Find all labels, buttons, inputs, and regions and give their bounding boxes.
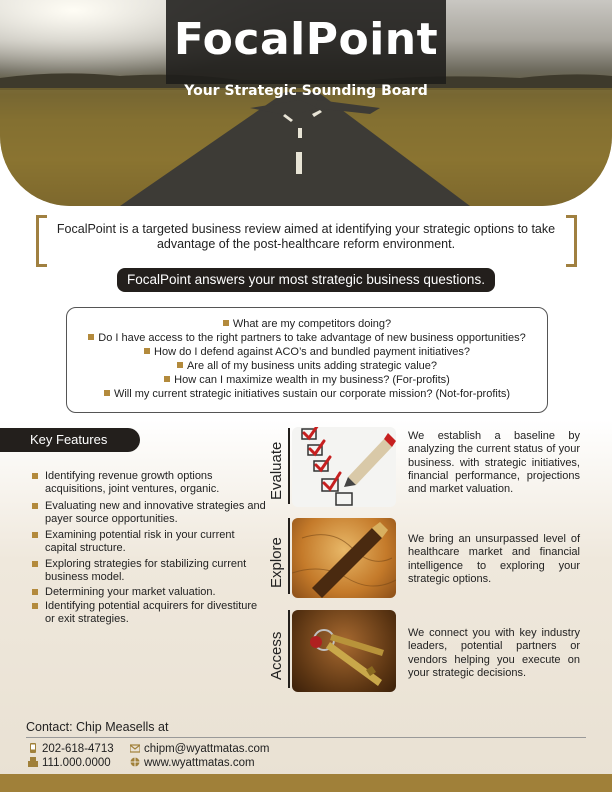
key-features-heading: Key Features — [0, 428, 140, 452]
fax-number: 111.000.0000 — [42, 757, 111, 769]
question-item: Will my current strategic initiatives sustain our corporate mission? (Not-for-profits) — [67, 388, 547, 401]
bullet-square-icon — [32, 589, 38, 595]
fax-line — [28, 757, 111, 769]
email-line — [130, 743, 269, 755]
step-divider — [288, 610, 290, 688]
feature-item: Examining potential risk in your current capital structure. — [32, 529, 267, 555]
contact-divider — [26, 737, 586, 738]
phone-icon — [28, 743, 38, 753]
question-item: Are all of my business units adding strategic value? — [67, 360, 547, 373]
feature-item: Evaluating new and innovative strategies and payer source opportunities. — [32, 500, 267, 526]
bullet-square-icon — [88, 334, 94, 340]
globe-icon — [130, 757, 140, 767]
bullet-square-icon — [177, 362, 183, 368]
email-link[interactable]: chipm@wyattmatas.com — [144, 743, 270, 755]
brand-title: FocalPoint — [173, 14, 439, 65]
step-text-evaluate: We establish a baseline by analyzing the current status of your business. with strategic initiatives, financial performance, projections and market valuation. — [408, 430, 580, 496]
bullet-square-icon — [223, 320, 229, 326]
intro-text: FocalPoint is a targeted business review aimed at identifying your strategic options to take advantage of the post-healthcare reform environment. — [56, 222, 556, 251]
bullet-square-icon — [104, 390, 110, 396]
step-text-explore: We bring an unsurpassed level of healthcare market and financial intelligence to exploring your strategic options. — [408, 533, 580, 585]
brand-subtitle: Your Strategic Sounding Board — [184, 83, 428, 99]
phone-number[interactable]: 202-618-4713 — [42, 743, 114, 755]
question-item: How can I maximize wealth in my business? (For-profits) — [67, 374, 547, 387]
website-link[interactable]: www.wyattmatas.com — [144, 757, 255, 769]
step-label-access: Access — [268, 631, 285, 680]
questions-banner: FocalPoint answers your most strategic business questions. — [117, 268, 495, 292]
bullet-square-icon — [32, 532, 38, 538]
step-text-access: We connect you with key industry leaders, potential partners or vendors helping you execute on your strategic decisions. — [408, 627, 580, 679]
envelope-icon — [130, 743, 140, 753]
step-divider — [288, 428, 290, 504]
contact-heading: Contact: Chip Measells at — [26, 720, 169, 734]
question-item: How do I defend against ACO’s and bundled payment initiatives? — [67, 346, 547, 359]
bullet-square-icon — [32, 561, 38, 567]
feature-item: Exploring strategies for stabilizing current business model. — [32, 558, 267, 584]
phone-line — [28, 743, 114, 755]
keys-icon — [292, 610, 396, 692]
hero-banner — [0, 0, 612, 206]
questions-box — [66, 307, 548, 413]
bullet-square-icon — [32, 603, 38, 609]
question-item: What are my competitors doing? — [67, 318, 547, 331]
checklist-icon — [292, 427, 396, 507]
step-divider — [288, 518, 290, 594]
website-line — [130, 757, 255, 769]
footer-bar — [0, 774, 612, 792]
bullet-square-icon — [144, 348, 150, 354]
step-label-evaluate: Evaluate — [268, 441, 285, 500]
pen-on-map-icon — [292, 518, 396, 598]
step-label-explore: Explore — [268, 537, 285, 588]
bullet-square-icon — [32, 473, 38, 479]
fax-icon — [28, 757, 38, 767]
feature-item: Identifying revenue growth options acquisitions, joint ventures, organic. — [32, 470, 267, 496]
bullet-square-icon — [32, 503, 38, 509]
feature-item: Determining your market valuation. — [32, 586, 267, 599]
feature-item: Identifying potential acquirers for divestiture or exit strategies. — [32, 600, 267, 626]
bullet-square-icon — [164, 376, 170, 382]
left-bracket — [36, 215, 47, 267]
question-item: Do I have access to the right partners to take advantage of new business opportunities? — [67, 332, 547, 345]
right-bracket — [566, 215, 577, 267]
